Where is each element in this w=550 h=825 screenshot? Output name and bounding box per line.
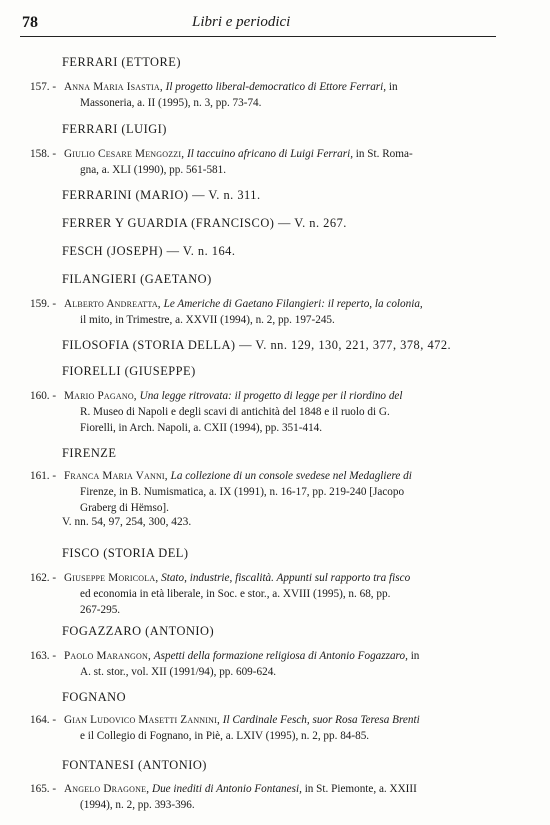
entry-title: Stato, industrie, fiscalità. Appunti sul rapporto tra fisco [161, 572, 411, 584]
entry-number: 164. - [30, 714, 57, 726]
section-heading: FILANGIERI (GAETANO) [62, 272, 212, 286]
entry-author: Franca Maria Vanni, [64, 470, 168, 482]
entry-title: Una legge ritrovata: il progetto di legge per il riordino del [139, 390, 403, 402]
entry-author: Gian Ludovico Masetti Zannini, [64, 714, 220, 726]
entry-author: Paolo Marangon, [64, 650, 151, 662]
page-number: 78 [22, 14, 38, 31]
entry-continuation: 267-295. [80, 604, 121, 616]
bibliography-entry [30, 781, 500, 813]
entry-title: Il taccuino africano di Luigi Ferrari, [187, 148, 353, 160]
section-heading: FOGAZZARO (ANTONIO) [62, 624, 215, 638]
entry-continuation: Massoneria, a. II (1995), n. 3, pp. 73-74. [80, 97, 262, 109]
entry-author: Giuseppe Moricola, [64, 572, 159, 584]
entry-continuation: gna, a. XLI (1990), pp. 561-581. [80, 164, 227, 176]
entry-title: Il progetto liberal-democratico di Ettore Ferrari, [165, 81, 387, 93]
bibliography-entry [30, 648, 500, 680]
entry-author: Mario Pagano, [64, 390, 137, 402]
entry-number: 161. - [30, 470, 57, 482]
entry-title: Aspetti della formazione religiosa di Antonio Fogazzaro, [153, 650, 408, 662]
section-heading: FONTANESI (ANTONIO) [62, 758, 207, 772]
entry-title: Le Americhe di Gaetano Filangieri: il reperto, la colonia, [163, 298, 423, 310]
entry-number: 165. - [30, 783, 57, 795]
section-heading: FIRENZE [62, 446, 117, 460]
bibliography-entry [30, 296, 500, 328]
bibliography-entry [30, 570, 500, 618]
entry-author: Angelo Dragone, [64, 783, 150, 795]
section-heading: FOGNANO [62, 690, 127, 704]
entry-author: Alberto Andreatta, [64, 298, 161, 310]
entry-continuation: Firenze, in B. Numismatica, a. IX (1991), n. 16-17, pp. 219-240 [Jacopo [80, 486, 405, 498]
entry-title: La collezione di un console svedese nel Medagliere di [170, 470, 412, 482]
entry-number: 160. - [30, 390, 57, 402]
entry-number: 162. - [30, 572, 57, 584]
entry-continuation: il mito, in Trimestre, a. XXVII (1994), n. 2, pp. 197-245. [80, 314, 335, 326]
entry-continuation: Fiorelli, in Arch. Napoli, a. CXII (1994), pp. 351-414. [80, 422, 323, 434]
entry-source: in [388, 81, 398, 93]
entry-number: 163. - [30, 650, 57, 662]
section-heading: FERRARI (LUIGI) [62, 122, 167, 136]
entry-continuation: (1994), n. 2, pp. 393-396. [80, 799, 195, 811]
see-also-reference: V. nn. 54, 97, 254, 300, 423. [62, 516, 192, 528]
entry-continuation: ed economia in età liberale, in Soc. e stor., a. XVIII (1995), n. 68, pp. [80, 588, 391, 600]
entry-source: in [410, 650, 420, 662]
bibliography-entry [30, 146, 500, 178]
entry-title: Due inediti di Antonio Fontanesi, [152, 783, 302, 795]
entry-title: Il Cardinale Fesch, suor Rosa Teresa Brenti [222, 714, 420, 726]
section-heading: FERRARI (ETTORE) [62, 55, 181, 69]
section-heading: FERRARINI (MARIO) — V. n. 311. [62, 188, 261, 202]
section-heading: FILOSOFIA (STORIA DELLA) — V. nn. 129, 130, 221, 377, 378, 472. [62, 338, 452, 352]
entry-continuation: A. st. stor., vol. XII (1991/94), pp. 609-624. [80, 666, 277, 678]
bibliography-entry [30, 712, 500, 744]
entry-number: 159. - [30, 298, 57, 310]
entry-continuation: e il Collegio di Fognano, in Piè, a. LXIV (1995), n. 2, pp. 84-85. [80, 730, 370, 742]
bibliography-entry [30, 468, 500, 516]
entry-continuation: R. Museo di Napoli e degli scavi di antichità del 1848 e il ruolo di G. [80, 406, 390, 418]
entry-source: in St. Piemonte, a. XXIII [304, 783, 417, 795]
section-heading: FESCH (JOSEPH) — V. n. 164. [62, 244, 236, 258]
entry-number: 158. - [30, 148, 57, 160]
entry-author: Giulio Cesare Mengozzi, [64, 148, 185, 160]
running-header [20, 14, 496, 37]
entry-author: Anna Maria Isastia, [64, 81, 163, 93]
section-heading: FERRER Y GUARDIA (FRANCISCO) — V. n. 267. [62, 216, 347, 230]
entry-number: 157. - [30, 81, 57, 93]
section-heading: FIORELLI (GIUSEPPE) [62, 364, 196, 378]
bibliography-entry [30, 388, 500, 436]
bibliography-entry [30, 79, 500, 111]
entry-continuation: Graberg di Hëmso]. [80, 502, 169, 514]
entry-source: in St. Roma- [355, 148, 413, 160]
running-title: Libri e periodici [192, 14, 291, 30]
section-heading: FISCO (STORIA DEL) [62, 546, 189, 560]
